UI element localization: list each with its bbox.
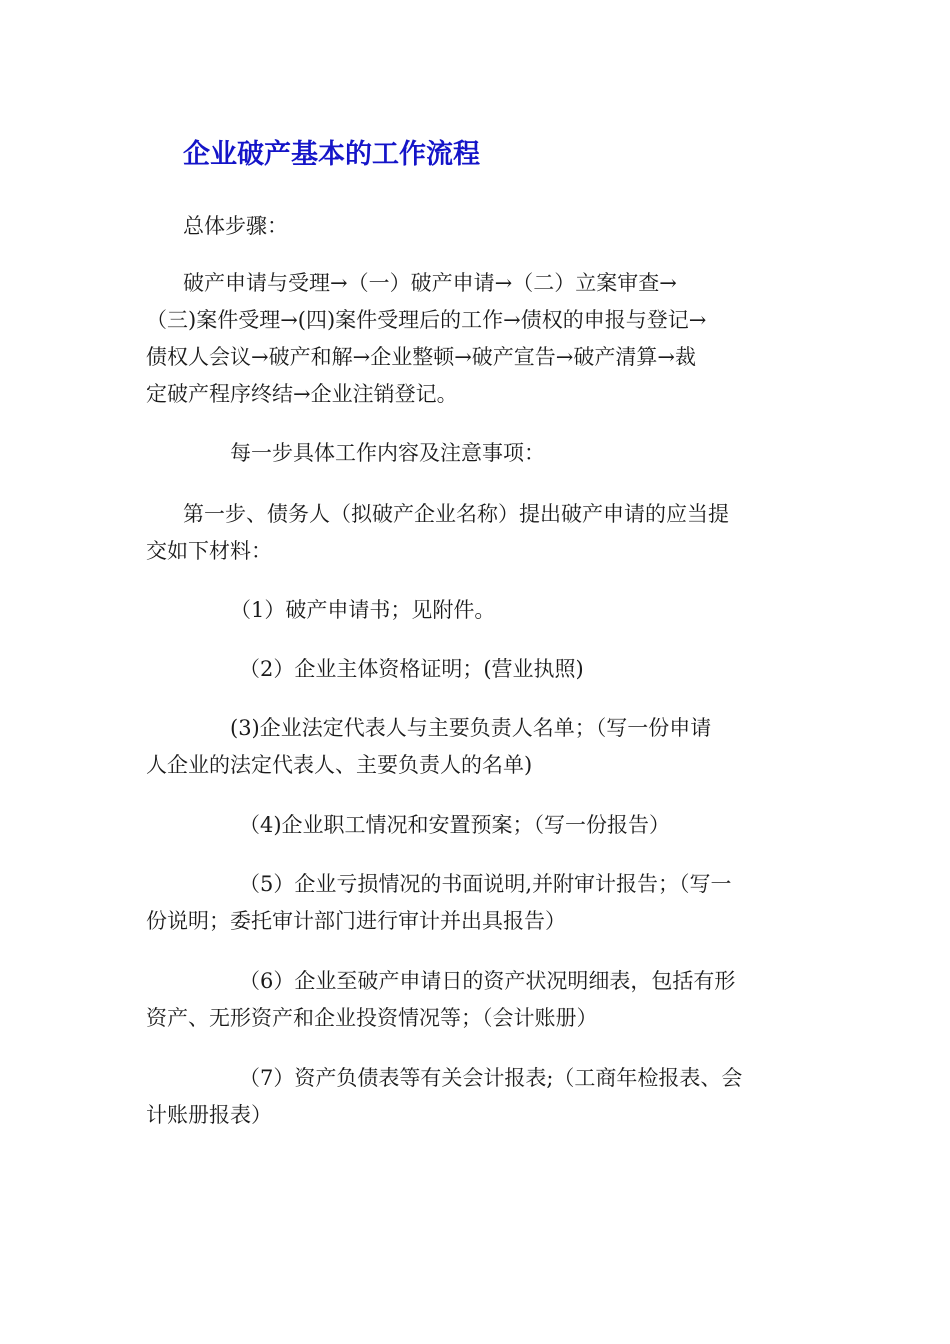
material-item-7 bbox=[146, 1060, 808, 1134]
flow-line: 债权人会议→破产和解→企业整顿→破产宣告→破产清算→裁 bbox=[146, 345, 696, 369]
step1-line: 第一步、债务人（拟破产企业名称）提出破产申请的应当提 bbox=[183, 502, 729, 526]
material-line: 资产、无形资产和企业投资情况等；（会计账册） bbox=[146, 1006, 598, 1030]
material-line: 计账册报表） bbox=[146, 1103, 272, 1127]
material-line: （4)企业职工情况和安置预案；（写一份报告） bbox=[239, 813, 671, 837]
material-line: 份说明；委托审计部门进行审计并出具报告） bbox=[146, 909, 566, 933]
step1-paragraph bbox=[146, 496, 808, 570]
flow-line: 定破产程序终结→企业注销登记。 bbox=[146, 382, 458, 406]
material-line: (3)企业法定代表人与主要负责人名单；（写一份申请 bbox=[230, 716, 712, 740]
detail-heading-text: 每一步具体工作内容及注意事项： bbox=[230, 441, 545, 465]
material-item-6 bbox=[146, 963, 808, 1037]
material-line: （6）企业至破产申请日的资产状况明细表，包括有形 bbox=[239, 969, 736, 993]
material-line: （1）破产申请书；见附件。 bbox=[230, 598, 496, 622]
flow-line: 破产申请与受理→（一）破产申请→（二）立案审查→ bbox=[183, 271, 677, 295]
material-item-1 bbox=[146, 592, 808, 629]
material-line: （5）企业亏损情况的书面说明,并附审计报告；（写一 bbox=[239, 872, 732, 896]
material-item-3 bbox=[146, 710, 808, 784]
material-line: （7）资产负债表等有关会计报表;（工商年检报表、会 bbox=[239, 1066, 743, 1090]
material-line: 人企业的法定代表人、主要负责人的名单) bbox=[146, 753, 533, 777]
material-item-2 bbox=[146, 651, 808, 688]
overall-steps-heading-text: 总体步骤： bbox=[183, 214, 288, 238]
material-line: （2）企业主体资格证明；(营业执照) bbox=[239, 657, 584, 681]
flow-paragraph bbox=[146, 265, 808, 413]
overall-steps-heading bbox=[146, 208, 808, 245]
material-item-5 bbox=[146, 866, 808, 940]
flow-line: （三)案件受理→(四)案件受理后的工作→债权的申报与登记→ bbox=[146, 308, 707, 332]
step1-line: 交如下材料： bbox=[146, 539, 272, 563]
material-item-4 bbox=[146, 807, 808, 844]
detail-heading bbox=[146, 435, 808, 472]
document-title: 企业破产基本的工作流程 bbox=[183, 139, 480, 170]
